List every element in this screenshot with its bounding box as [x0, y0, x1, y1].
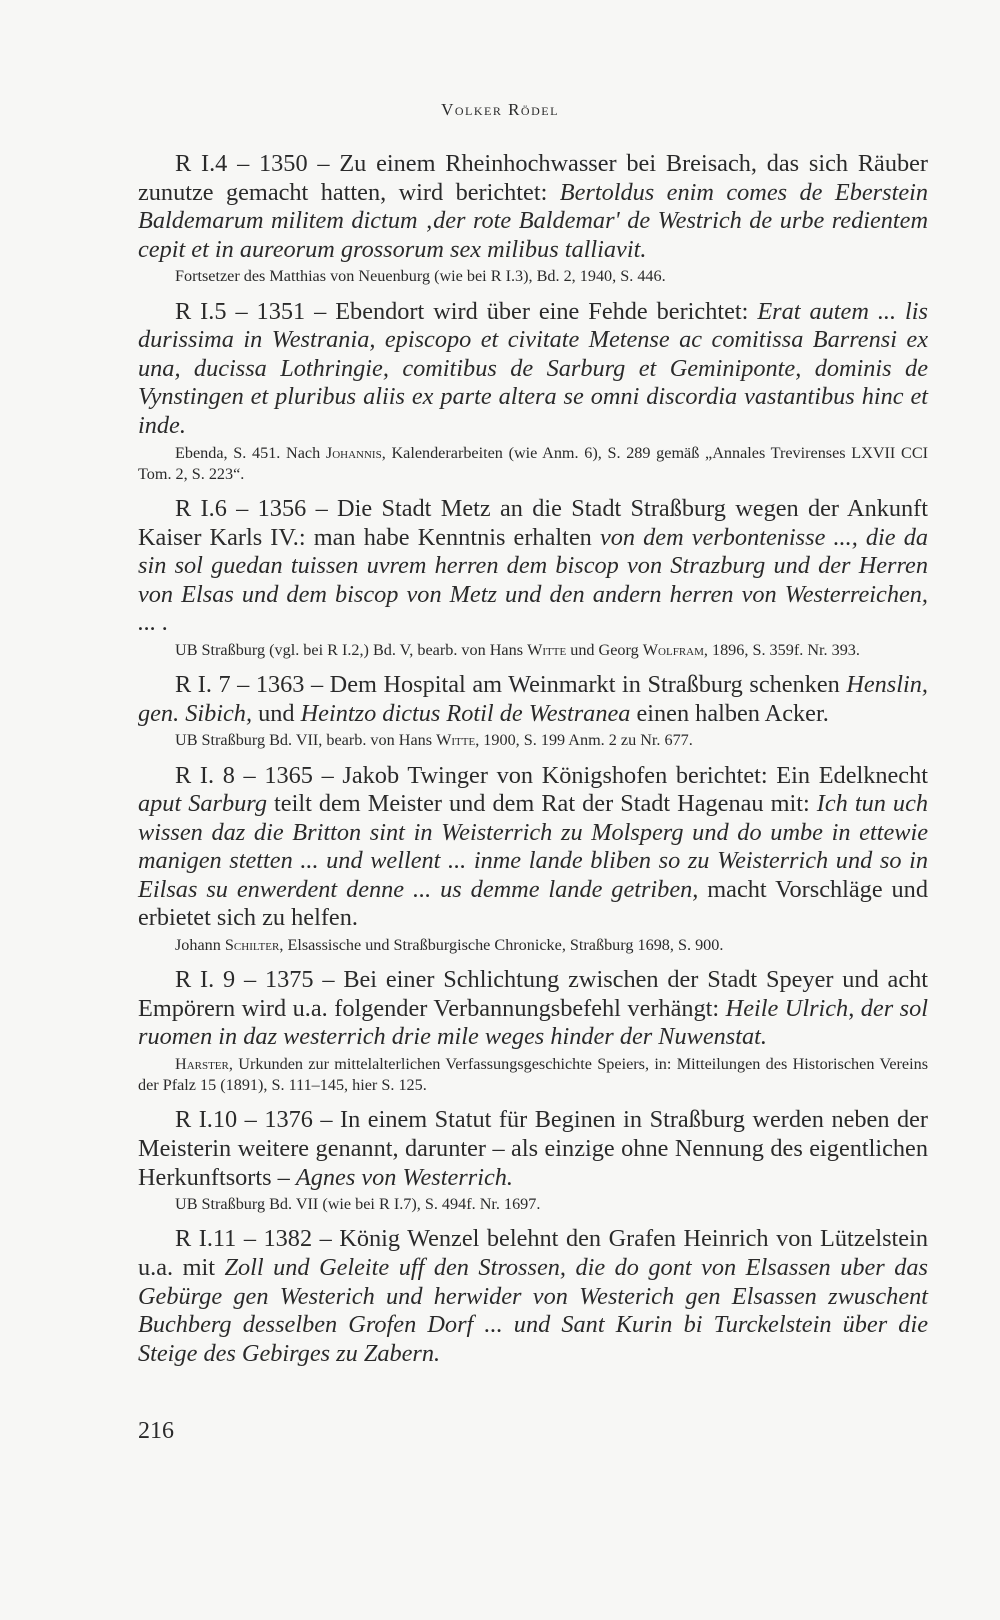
entry-source [138, 1054, 928, 1096]
entry-main: einen halben Acker. [630, 699, 829, 727]
entry-quote: Ich tun uch wissen daz die Britton sint in Weisterrich zu Molsperg und do umbe in ettewie manigen stetten ... und wellent ... inme lande bliben so zu Weisterrich und so in Eilsas su enwerdent denne ... us demme lande getriben, [138, 790, 928, 903]
entry-quote: aput Sarburg [138, 790, 267, 818]
page-number: 216 [138, 1418, 174, 1444]
source-author: Johannis [325, 443, 382, 462]
source-text: , Kalenderarbeiten (wie Anm. 6), S. 289 gemäß „Annales Trevirenses LXVII CCI Tom. 2, S. 223“. [138, 443, 929, 483]
source-text: , Elsassische und Straßburgische Chronicke, Straßburg 1698, S. 900. [279, 936, 724, 955]
entry-main: teilt dem Meister und dem Rat der Stadt Hagenau mit: [267, 790, 817, 818]
entry-r1-10 [138, 1106, 928, 1215]
entry-quote: Heile Ulrich, der sol ruomen in daz westerrich drie mile weges hinder der Nuwenstat. [138, 994, 928, 1051]
entry-source [138, 640, 928, 661]
entry-r1-9 [138, 966, 928, 1096]
entry-text [138, 495, 928, 638]
source-text: Johann [175, 936, 225, 955]
source-author: Harster [175, 1055, 229, 1074]
source-author: Witte [436, 731, 476, 750]
entry-r1-5 [138, 298, 928, 485]
source-text: UB Straßburg Bd. VII, bearb. von Hans [175, 731, 437, 750]
source-author: Schilter [224, 936, 280, 955]
source-author: Wolfram [642, 640, 704, 659]
entry-quote: Zoll und Geleite uff den Strossen, die do gont von Elsassen uber das Gebürge gen Westerich und herwider von Westerich gen Elsassen zwuschent Buchberg desselben Grofen Dorf ... und Sant Kurin bi Turckelstein über die Steige des Gebirges zu Zabern. [138, 1254, 928, 1367]
entry-quote: Heintzo dictus Rotil de Westranea [300, 699, 631, 727]
source-text: und Georg [566, 640, 643, 659]
entry-main: macht Vorschläge und erbietet sich zu helfen. [138, 875, 928, 932]
source-text: , 1900, S. 199 Anm. 2 zu Nr. 677. [475, 731, 693, 750]
entry-r1-4 [138, 150, 928, 288]
entry-quote: Bertoldus enim comes de Eberstein Baldemarum militem dictum ‚der rote Baldemar' de Westrich de urbe redientem cepit et in aureorum grossorum sex milibus talliavit. [138, 178, 929, 263]
entry-text [138, 1225, 928, 1368]
entry-main: und [252, 699, 301, 727]
entry-main: R I.4 – 1350 – Zu einem Rheinhochwasser bei Breisach, das sich Räuber zunutze gemacht hatten, wird berichtet: [138, 150, 928, 206]
entry-main: R I. 7 – 1363 – Dem Hospital am Weinmarkt in Straßburg schenken [175, 671, 847, 699]
entry-r1-7 [138, 671, 928, 751]
entry-main: R I. 8 – 1365 – Jakob Twinger von Königshofen berichtet: Ein Edelknecht [175, 761, 928, 789]
entry-source [138, 443, 928, 485]
entry-text [138, 671, 928, 728]
entry-r1-8 [138, 762, 928, 957]
entry-source [138, 935, 928, 956]
entry-text [138, 966, 928, 1052]
entry-text [138, 1106, 928, 1192]
entry-quote: Agnes von Westerrich. [295, 1163, 513, 1191]
entry-text [138, 762, 928, 934]
entry-quote: Erat autem ... lis durissima in Westrania, episcopo et civitate Metense ac comitissa Barrensi ex una, ducissa Lothringie, comitibus de Sarburg et Geminiponte, dominis de Vynstingen et pluribus aliis ex parte altera se omni discordia vastantibus hinc et inde. [138, 297, 928, 439]
entry-main: R I.11 – 1382 – König Wenzel belehnt den Grafen Heinrich von Lützelstein u.a. mit [138, 1225, 928, 1282]
entry-source [138, 730, 928, 751]
page-content [138, 150, 928, 1378]
source-text: , Urkunden zur mittelalterlichen Verfassungsgeschichte Speiers, in: Mitteilungen des Historischen Vereins der Pfalz 15 (1891), S. 111–145, hier S. 125. [138, 1055, 928, 1095]
entry-source: Fortsetzer des Matthias von Neuenburg (wie bei R I.3), Bd. 2, 1940, S. 446. [175, 267, 666, 286]
entry-r1-6 [138, 495, 928, 661]
source-text: , 1896, S. 359f. Nr. 393. [703, 640, 860, 659]
entry-quote: von dem verbontenisse ..., die da sin sol guedan tuissen uvrem herren dem biscop von Strazburg und der Herren von Elsas und dem biscop von Metz und den andern herren von Westerreichen, ... . [138, 523, 929, 637]
entry-r1-11 [138, 1225, 928, 1368]
running-header: Volker Rödel [441, 100, 559, 119]
entry-main: R I. 9 – 1375 – Bei einer Schlichtung zwischen der Stadt Speyer und acht Empörern wird u.a. folgender Verbannungsbefehl verhängt: [138, 966, 928, 1022]
entry-source: UB Straßburg Bd. VII (wie bei R I.7), S. 494f. Nr. 1697. [175, 1195, 541, 1214]
source-text: UB Straßburg (vgl. bei R I.2,) Bd. V, bearb. von Hans [175, 640, 528, 659]
entry-main: R I.10 – 1376 – In einem Statut für Beginen in Straßburg werden neben der Meisterin weitere genannt, darunter – als einzige ohne Nennung des eigentlichen Herkunftsorts – [138, 1106, 928, 1191]
entry-text [138, 298, 928, 441]
source-author: Witte [527, 640, 567, 659]
entry-main: R I.5 – 1351 – Ebendort wird über eine Fehde berichtet: [175, 297, 758, 325]
entry-quote: Henslin, gen. Sibich, [138, 671, 928, 727]
entry-main: R I.6 – 1356 – Die Stadt Metz an die Stadt Straßburg wegen der Ankunft Kaiser Karls IV.: man habe Kenntnis erhalten [138, 494, 928, 551]
source-text: Ebenda, S. 451. Nach [175, 443, 326, 462]
entry-text [138, 150, 928, 264]
